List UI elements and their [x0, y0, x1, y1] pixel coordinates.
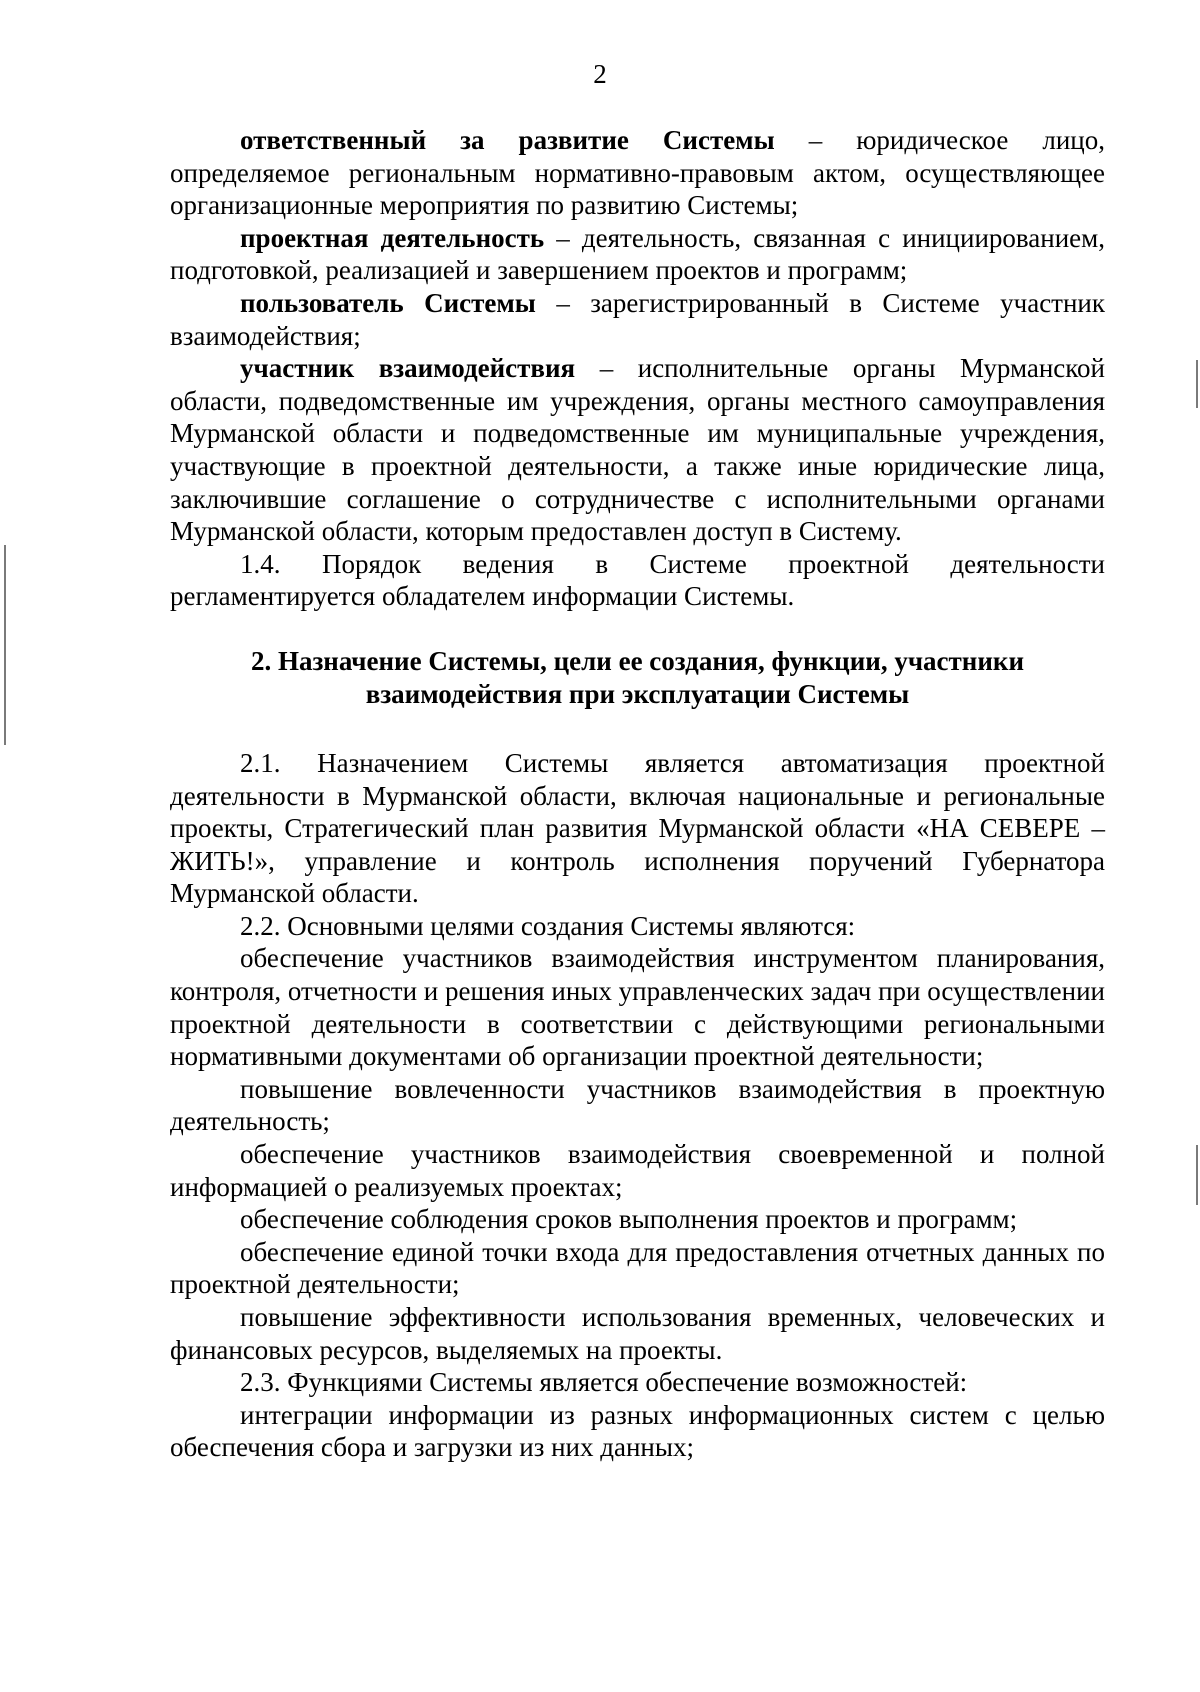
definition-term: ответственный за развитие Системы: [240, 125, 775, 155]
definition-text: – деятельность, связанная с инициированием, подготовкой, реализацией и завершением проектов и программ;: [170, 222, 1105, 286]
clause-paragraph: [170, 548, 1105, 613]
list-paragraph: обеспечение соблюдения сроков выполнения проектов и программ;: [240, 1204, 1018, 1235]
list-paragraph: обеспечение участников взаимодействия своевременной и полной информацией о реализуемых проектах;: [170, 1139, 1105, 1202]
definition-text: – исполнительные органы Мурманской области, подведомственные им учреждения, органы местного самоуправления Мурманской области и подведомственные им муниципальные учреждения, участвующие в проектной деятельности, а также иные юридические лица, заключившие соглашение о сотрудничестве с исполнительными органами Мурманской области, которым предоставлен доступ в Систему.: [170, 353, 1105, 547]
document-body: [170, 124, 1105, 1464]
section-heading-line: взаимодействия при эксплуатации Системы: [365, 678, 910, 709]
list-paragraph: интеграции информации из разных информационных систем с целью обеспечения сбора и загрузки из них данных;: [170, 1399, 1105, 1463]
definition-paragraph: [170, 287, 1105, 352]
clause-paragraph: 2.1. Назначением Системы является автоматизация проектной деятельности в Мурманской области, включая национальные и региональные проекты, Стратегический план развития Мурманской области «НА СЕВЕРЕ – ЖИТЬ!», управление и контроль исполнения поручений Губернатора Мурманской области.: [170, 747, 1105, 909]
definition-term: пользователь Системы: [240, 287, 536, 318]
section-heading: [170, 645, 1105, 711]
definition-paragraph: [170, 124, 1105, 222]
list-paragraph: повышение эффективности использования временных, человеческих и финансовых ресурсов, выделяемых на проекты.: [170, 1302, 1105, 1365]
scan-edge-mark-left: [4, 545, 6, 745]
definition-text: – зарегистрированный в Системе участник взаимодействия;: [170, 287, 1105, 351]
definition-text: – юридическое лицо, определяемое региональным нормативно-правовым актом, осуществляющее организационные мероприятия по развитию Системы;: [170, 125, 1105, 221]
definition-term: проектная деятельность: [240, 222, 545, 253]
clause-paragraph: 2.3. Функциями Системы является обеспечение возможностей:: [240, 1367, 968, 1398]
scan-edge-mark-right-top: [1196, 360, 1198, 408]
definition-paragraph: [170, 222, 1105, 287]
definition-term: участник взаимодействия: [240, 353, 576, 384]
clause-text: 1.4. Порядок ведения в Системе проектной деятельности регламентируется обладателем информации Системы.: [170, 548, 1105, 612]
scan-edge-mark-right-bottom: [1196, 1145, 1198, 1205]
list-paragraph: повышение вовлеченности участников взаимодействия в проектную деятельность;: [170, 1073, 1105, 1137]
clause-paragraph: 2.2. Основными целями создания Системы являются:: [240, 910, 856, 941]
page-number: 2: [593, 59, 607, 89]
list-paragraph: обеспечение участников взаимодействия инструментом планирования, контроля, отчетности и решения иных управленческих задач при осуществлении проектной деятельности в соответствии с действующими региональными нормативными документами об организации проектной деятельности;: [170, 943, 1105, 1072]
section-heading-line: 2. Назначение Системы, цели ее создания, функции, участники: [250, 645, 1025, 676]
definition-paragraph: [170, 352, 1105, 548]
list-paragraph: обеспечение единой точки входа для предоставления отчетных данных по проектной деятельности;: [170, 1236, 1105, 1300]
